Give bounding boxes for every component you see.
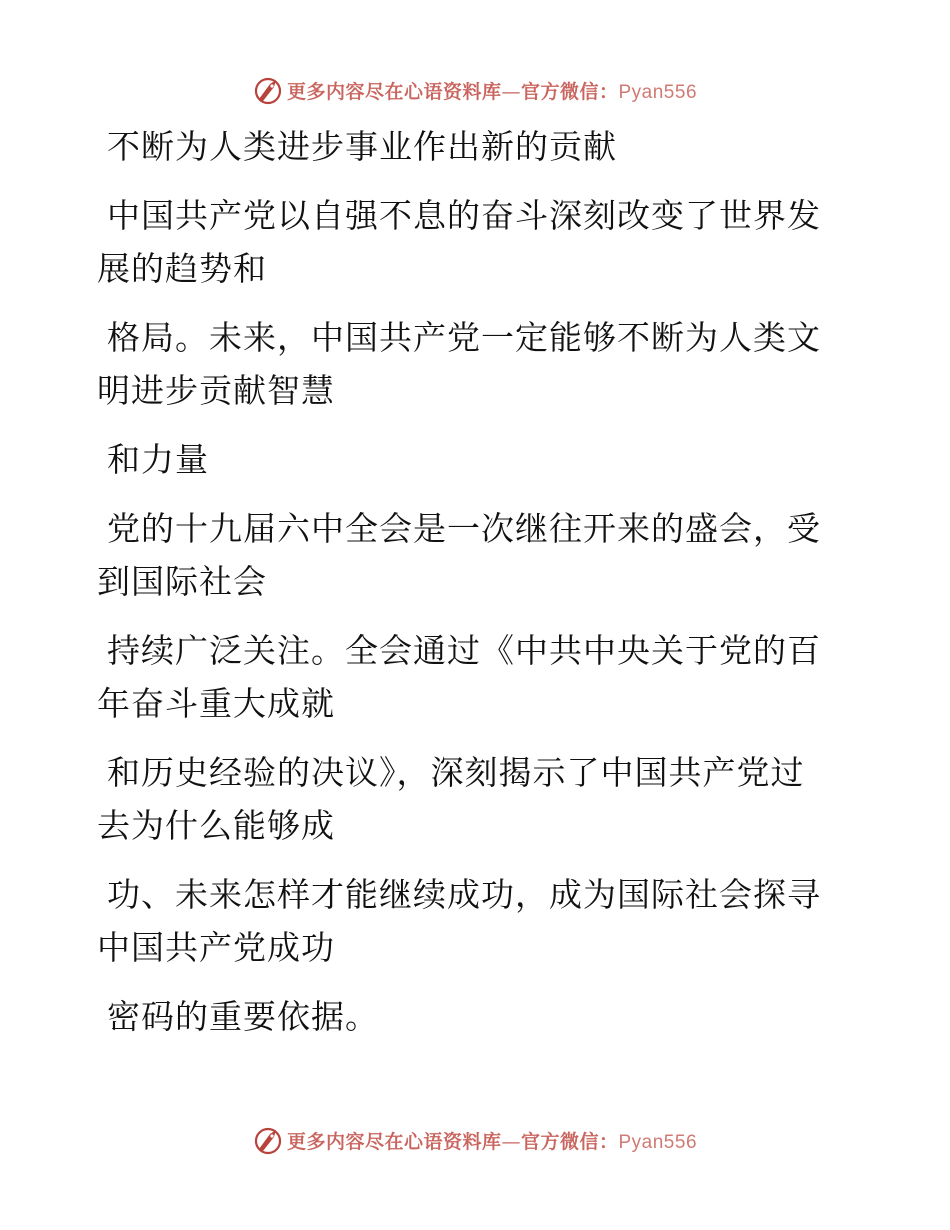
paragraph: 中国共产党以自强不息的奋斗深刻改变了世界发展的趋势和 <box>97 196 821 288</box>
paragraph: 格局。未来，中国共产党一定能够不断为人类文明进步贡献智慧 <box>97 318 821 410</box>
paragraph: 党的十九届六中全会是一次继往开来的盛会，受到国际社会 <box>97 509 821 601</box>
watermark-text: 更多内容尽在心语资料库—官方微信：Pyan556 <box>286 1130 698 1153</box>
pen-nib-circle-icon <box>253 1125 283 1155</box>
paragraph: 功、未来怎样才能继续成功，成为国际社会探寻中国共产党成功 <box>97 875 821 967</box>
header-watermark <box>0 72 950 108</box>
watermark-text: 更多内容尽在心语资料库—官方微信：Pyan556 <box>286 80 698 103</box>
paragraph: 和历史经验的决议》，深刻揭示了中国共产党过去为什么能够成 <box>97 753 805 845</box>
document-body <box>97 120 832 1059</box>
paragraph: 不断为人类进步事业作出新的贡献 <box>107 127 617 166</box>
paragraph: 持续广泛关注。全会通过《中共中央关于党的百年奋斗重大成就 <box>97 631 821 723</box>
pen-nib-circle-icon <box>253 75 283 105</box>
footer-watermark <box>0 1122 950 1158</box>
paragraph: 和力量 <box>107 440 209 479</box>
paragraph: 密码的重要依据。 <box>107 997 379 1036</box>
